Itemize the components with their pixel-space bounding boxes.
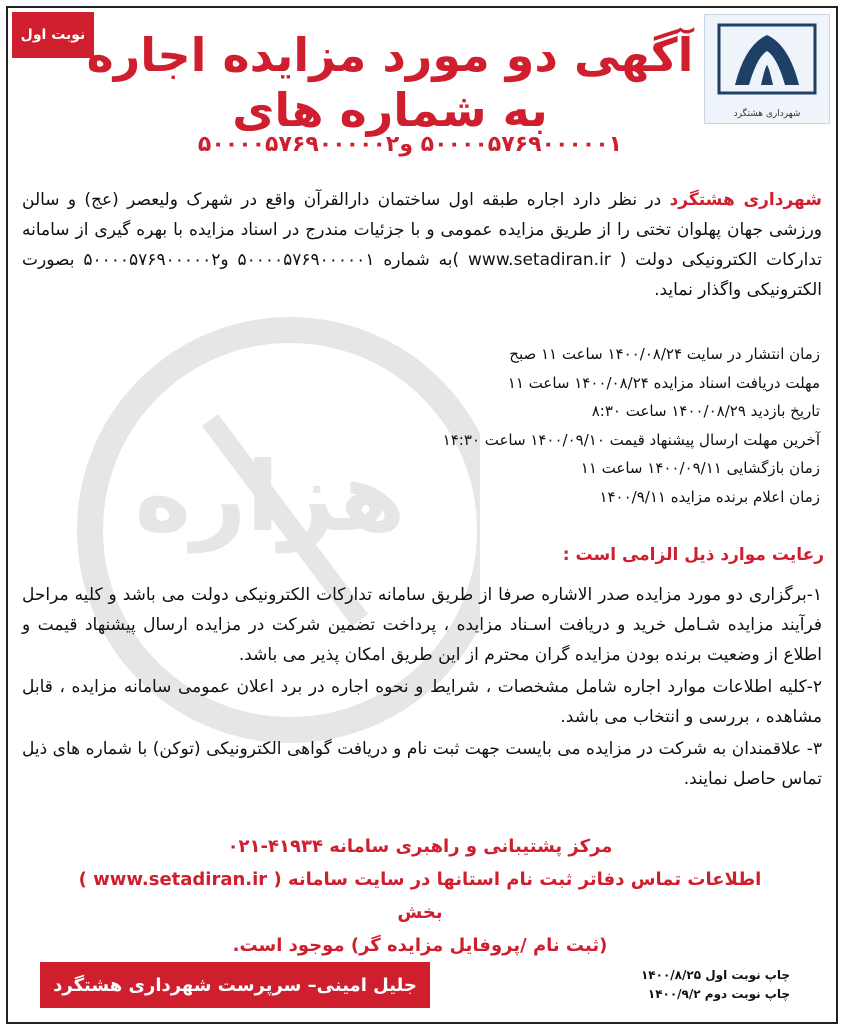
requirements-list [22,580,822,796]
requirement-item: ۲-کلیه اطلاعات موارد اجاره شامل مشخصات ، شرایط و نحوه اجاره در برد اعلان عمومی سامانه مزایده ، قابل مشاهده ، بررسی و انتخاب می باشد. [22,677,822,727]
support-info [60,830,780,962]
intro-paragraph [22,185,822,305]
watermark-text: هزاره [134,441,406,553]
print-date-second: چاپ نوبت دوم ۱۴۰۰/۹/۲ [647,987,790,1001]
headline: آگهی دو مورد مزایده اجاره به شماره های [86,28,694,138]
schedule-list [300,340,820,511]
support-line: اطلاعات تماس دفاتر ثبت نام استانها در سایت سامانه ( www.setadiran.ir ) بخش [78,869,762,923]
requirement-item: ۳- علاقمندان به شرکت در مزایده می بایست جهت ثبت نام و دریافت گواهی الکترونیکی (توکن) با شماره های ذیل تماس حاصل نمایند. [22,739,822,789]
municipality-logo-icon [705,15,829,105]
print-date-first: چاپ نوبت اول ۱۴۰۰/۸/۲۵ [640,968,790,982]
signature-box: جلیل امینی– سرپرست شهرداری هشتگرد [40,962,430,1008]
support-line: مرکز پشتیبانی و راهبری سامانه ۴۱۹۳۴-۰۲۱ [227,836,613,857]
logo-caption: شهرداری هشتگرد [733,109,801,119]
schedule-item: مهلت دریافت اسناد مزایده ۱۴۰۰/۰۸/۲۴ ساعت ۱۱ [507,373,820,392]
issue-badge: نوبت اول [12,12,94,58]
schedule-item: آخرین مهلت ارسال پیشنهاد قیمت ۱۴۰۰/۰۹/۱۰ ساعت ۱۴:۳۰ [442,430,820,449]
requirements-title: رعایت موارد ذیل الزامی است : [562,545,824,565]
schedule-item: تاریخ بازدید ۱۴۰۰/۰۸/۲۹ ساعت ۸:۳۰ [591,402,820,420]
municipality-logo [704,14,830,124]
requirement-item: ۱-برگزاری دو مورد مزایده صدر الاشاره صرفا از طریق سامانه تدارکات الکترونیکی دولت می باشد و کلیه مراحل فرآیند مزایده شـامل خرید و دریافت اسـناد مزایده ، پرداخت تضمین شرکت در مزایده ارسال پیشنهاد قیمت و اطلاع از وضعیت برنده بودن مزایده گران محترم از این طریق امکان پذیر می باشد. [22,585,822,665]
intro-lead: شهرداری هشتگرد [669,190,822,210]
auction-codes: ۵۰۰۰۰۵۷۶۹۰۰۰۰۰۱ و۵۰۰۰۰۵۷۶۹۰۰۰۰۰۲ [197,132,623,157]
schedule-item: زمان انتشار در سایت ۱۴۰۰/۰۸/۲۴ ساعت ۱۱ صبح [509,345,820,363]
intro-text: در نظر دارد اجاره طبقه اول ساختمان دارالقرآن واقع در شهرک ولیعصر (عج) و سالن ورزشی جهان پهلوان تختی را از طریق مزایده عمومی و با جزئیات مندرج در اسناد مزایده با بهره گیری از سامانه تدارکات الکترونیکی دولت ( www.setadiran.ir )به شماره ۵۰۰۰۰۵۷۶۹۰۰۰۰۰۱ و۵۰۰۰۰۵۷۶۹۰۰۰۰۰۲ بصورت الکترونیکی واگذار نماید. [22,190,823,300]
support-line: (ثبت نام /پروفایل مزایده گر) موجود است. [232,935,608,956]
schedule-item: زمان اعلام برنده مزایده ۱۴۰۰/۹/۱۱ [599,487,820,506]
schedule-item: زمان بازگشایی ۱۴۰۰/۰۹/۱۱ ساعت ۱۱ [580,459,820,477]
print-info [590,966,790,1004]
